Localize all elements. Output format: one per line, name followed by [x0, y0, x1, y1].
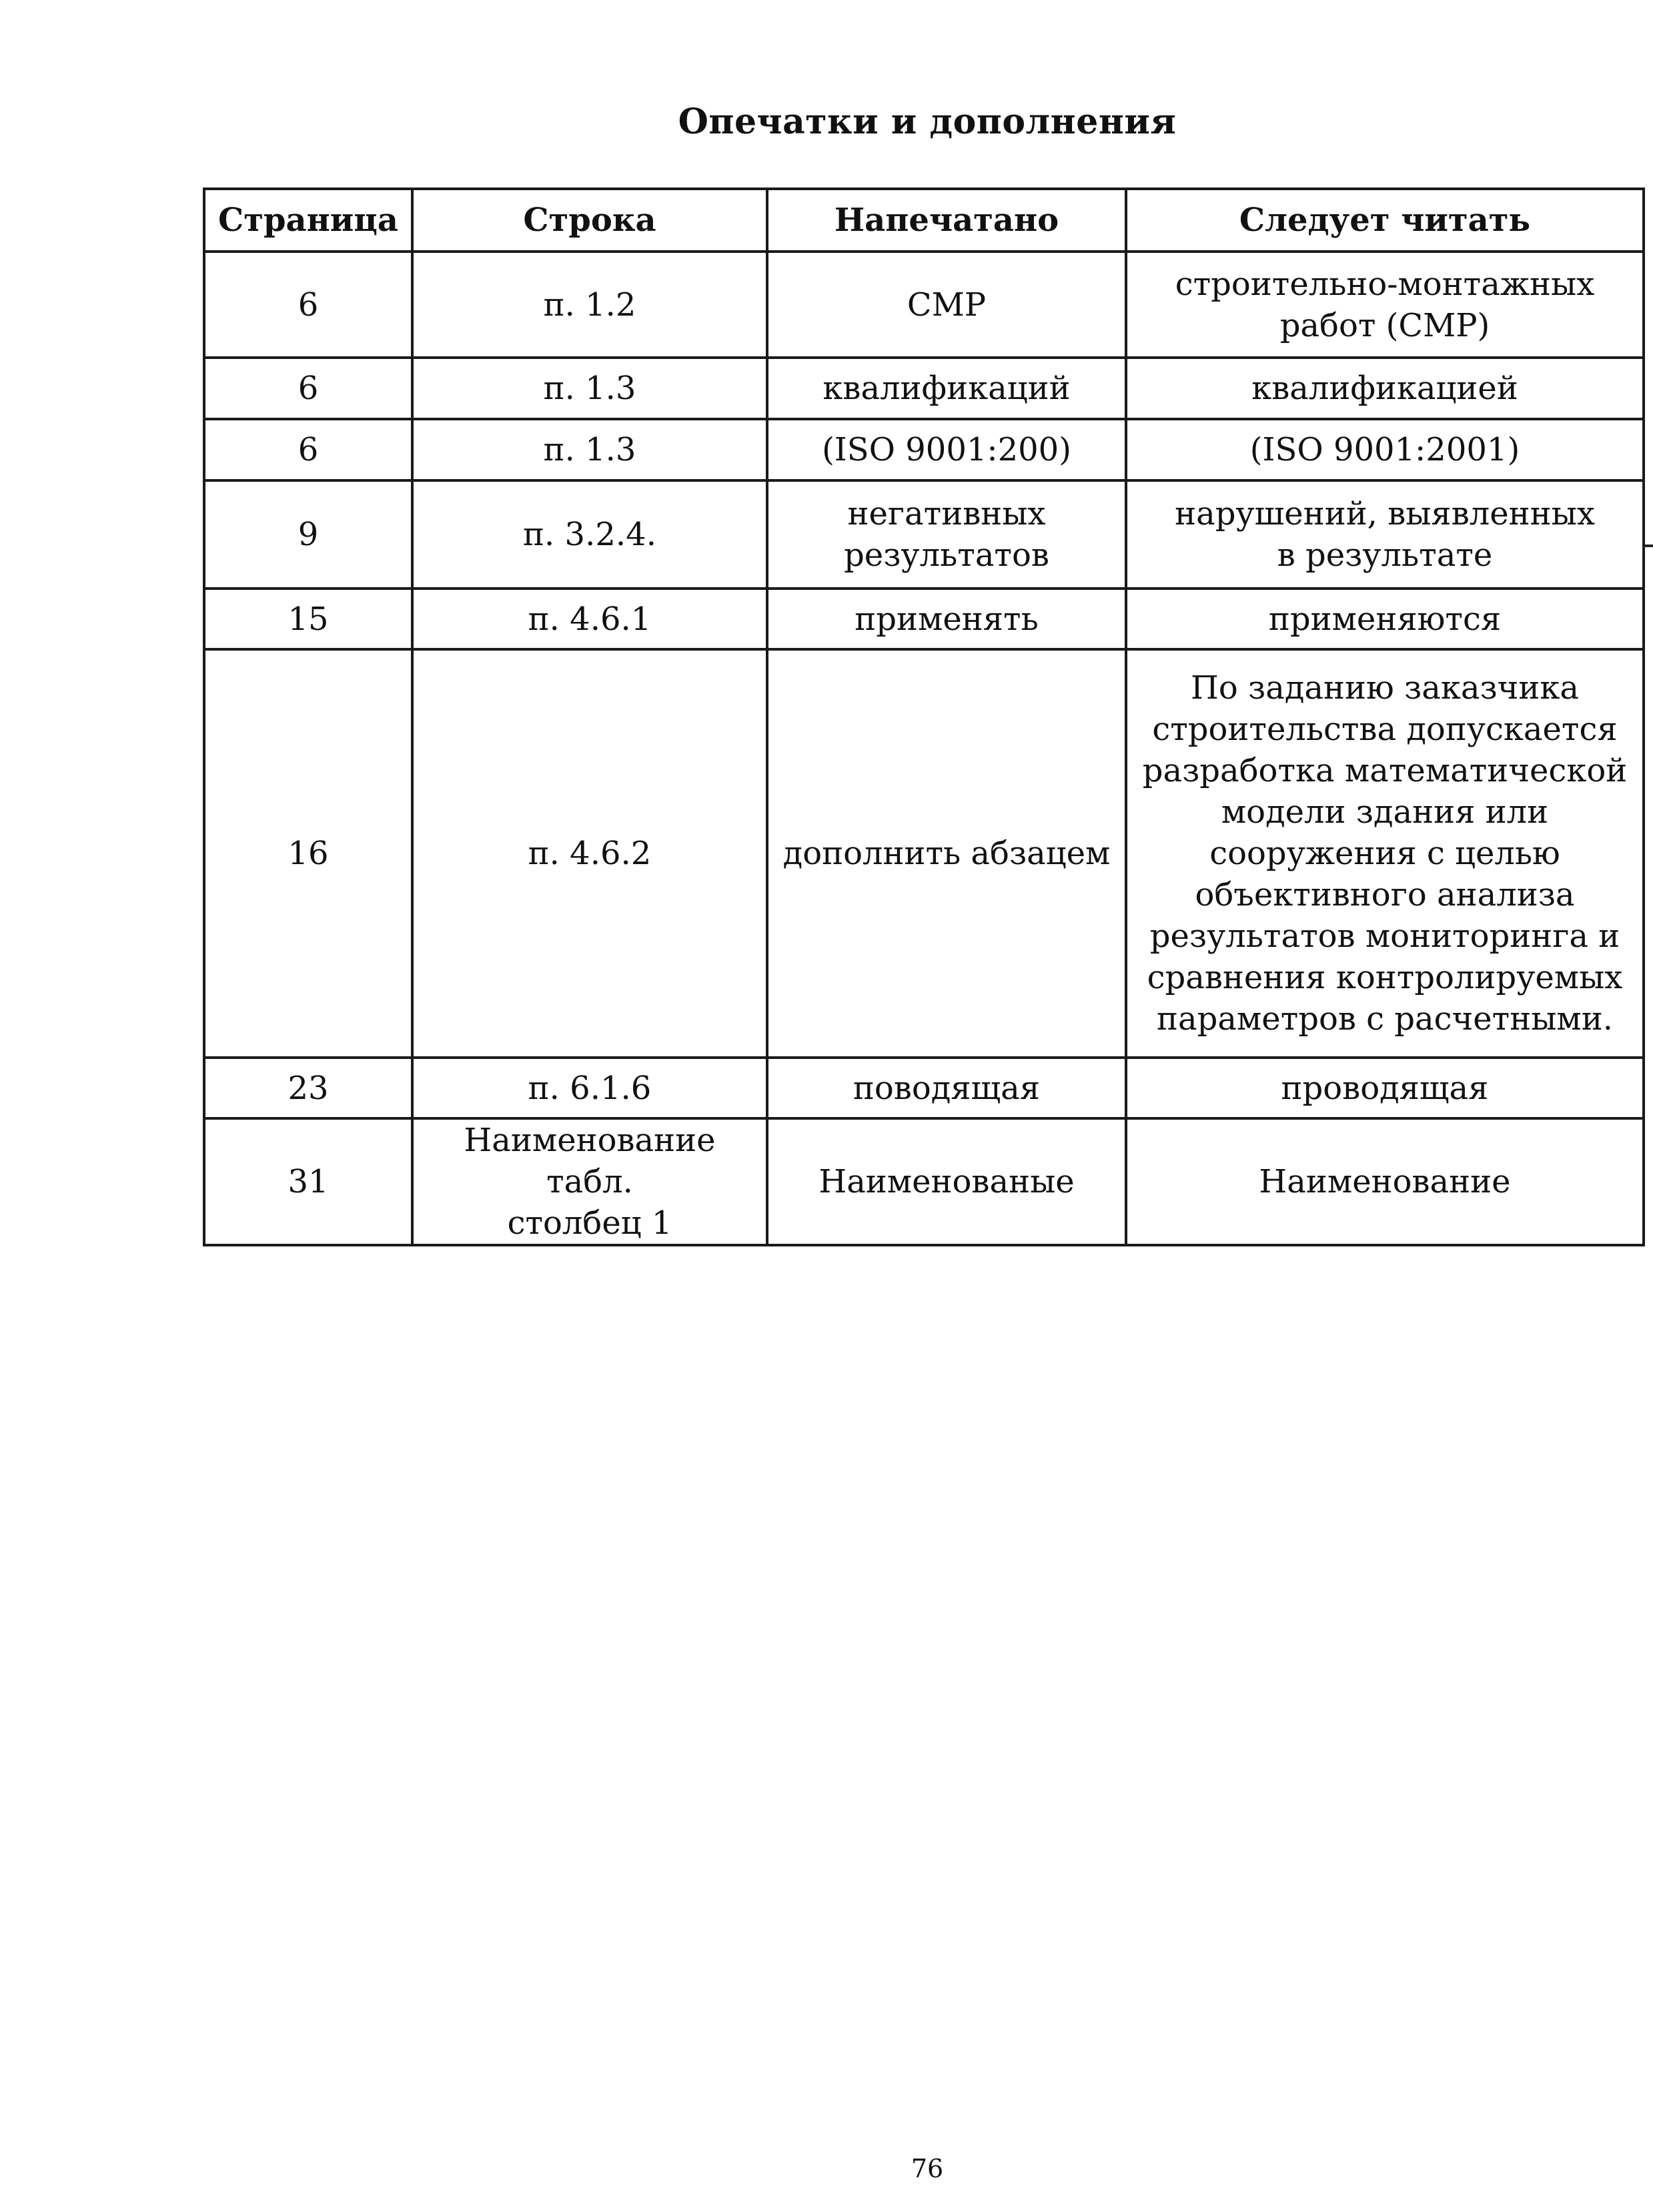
header-should-read: Следует читать — [1126, 189, 1644, 252]
cell-page: 31 — [204, 1118, 412, 1245]
errata-table — [203, 188, 1645, 1246]
cell-printed: Наименованые — [767, 1118, 1126, 1245]
cell-line: п. 1.3 — [412, 358, 767, 419]
table-row — [204, 419, 1644, 480]
table-row — [204, 358, 1644, 419]
table-header-row — [204, 189, 1644, 252]
cell-should-read: применяются — [1126, 589, 1644, 649]
header-line: Строка — [412, 189, 767, 252]
cell-printed: СМР — [767, 252, 1126, 358]
cell-page: 23 — [204, 1058, 412, 1118]
cell-page: 16 — [204, 649, 412, 1058]
table-row — [204, 252, 1644, 358]
page-number: 76 — [911, 2154, 944, 2183]
cell-should-read: квалификацией — [1126, 358, 1644, 419]
page-title: Опечатки и дополнения — [678, 101, 1177, 142]
cell-page: 6 — [204, 358, 412, 419]
table-row — [204, 1118, 1644, 1245]
cell-printed: применять — [767, 589, 1126, 649]
cell-should-read: нарушений, выявленных в результате — [1126, 480, 1644, 589]
cell-printed: поводящая — [767, 1058, 1126, 1118]
cell-printed: дополнить абзацем — [767, 649, 1126, 1058]
cell-should-read: строительно-монтажных работ (СМР) — [1126, 252, 1644, 358]
table-row — [204, 480, 1644, 589]
header-printed: Напечатано — [767, 189, 1126, 252]
cell-should-read: По заданию заказчика строительства допускается разработка математической модели здания или сооружения с целью объективного анализа результатов мониторинга и сравнения контролируемых параметров с расчетными. — [1126, 649, 1644, 1058]
cell-printed: (ISO 9001:200) — [767, 419, 1126, 480]
cell-line: п. 3.2.4. — [412, 480, 767, 589]
cell-printed: квалификаций — [767, 358, 1126, 419]
cell-line: Наименование табл. столбец 1 — [412, 1118, 767, 1245]
table-row — [204, 1058, 1644, 1118]
cell-page: 6 — [204, 252, 412, 358]
table-row — [204, 589, 1644, 649]
cell-should-read: проводящая — [1126, 1058, 1644, 1118]
cell-page: 6 — [204, 419, 412, 480]
cell-line: п. 6.1.6 — [412, 1058, 767, 1118]
cell-should-read: Наименование — [1126, 1118, 1644, 1245]
cell-printed: негативных результатов — [767, 480, 1126, 589]
cell-page: 15 — [204, 589, 412, 649]
table-row — [204, 649, 1644, 1058]
cell-line: п. 4.6.1 — [412, 589, 767, 649]
scan-edge-mark — [1645, 544, 1653, 547]
cell-line: п. 1.2 — [412, 252, 767, 358]
cell-line: п. 1.3 — [412, 419, 767, 480]
header-page: Страница — [204, 189, 412, 252]
cell-page: 9 — [204, 480, 412, 589]
cell-line: п. 4.6.2 — [412, 649, 767, 1058]
cell-should-read: (ISO 9001:2001) — [1126, 419, 1644, 480]
